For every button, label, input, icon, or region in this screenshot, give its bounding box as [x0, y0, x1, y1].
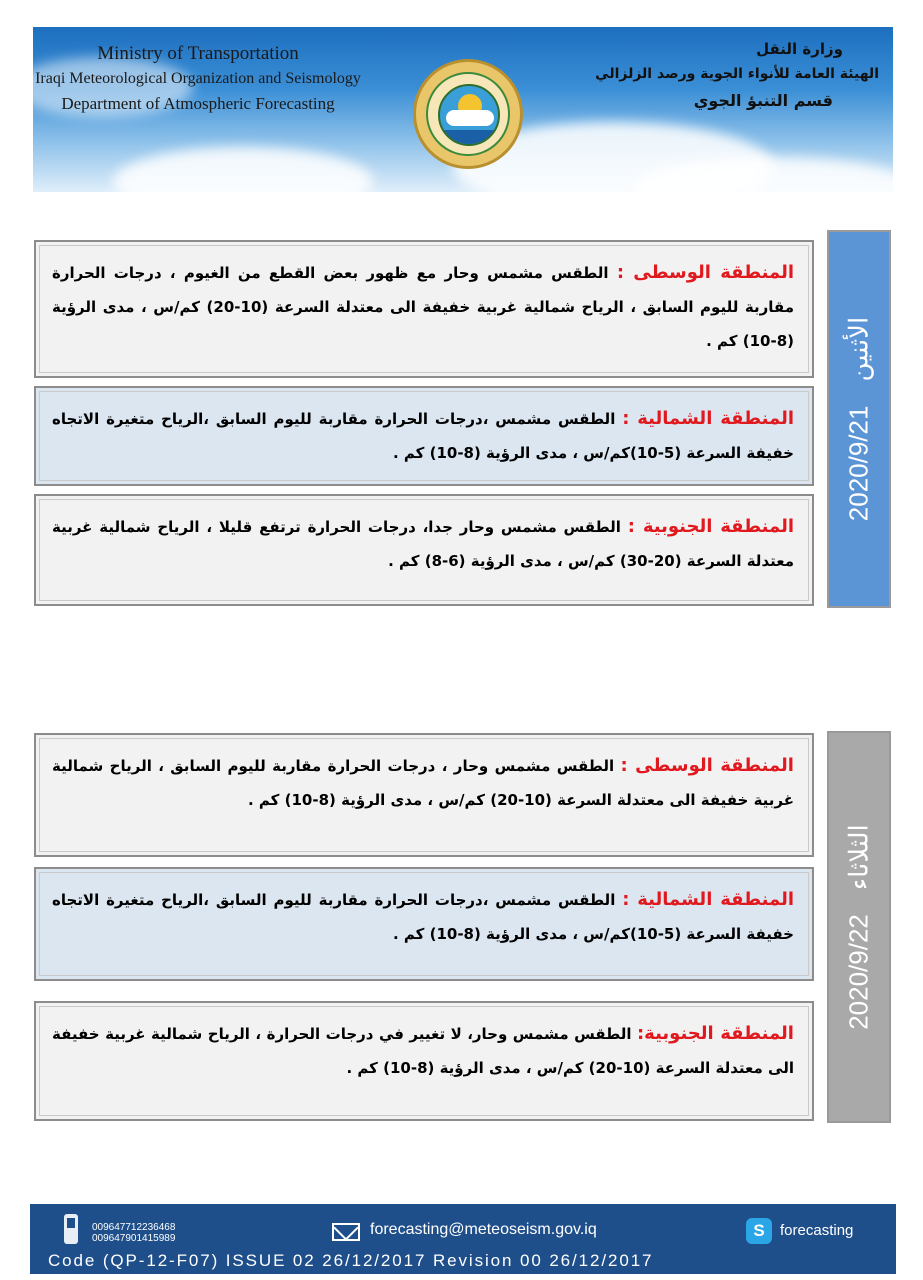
phone-icon: [64, 1214, 78, 1244]
region-title: المنطقة الوسطى :: [620, 755, 794, 776]
header-arabic: [519, 37, 879, 115]
day-tab-1: [827, 230, 891, 608]
forecast-box-central-day1: [34, 240, 814, 378]
ministry-name-en: Ministry of Transportation: [97, 43, 299, 64]
day-label-2: [844, 824, 875, 1030]
ministry-name-ar: وزارة النقل: [756, 40, 843, 58]
forecast-text: الطقس مشمس وحار ، درجات الحرارة مقاربة لليوم السابق ، الرياح شمالية غربية خفيفة الى معتدلة السرعة (10-20) كم/س ، مدى الرؤية (8-10) كم .: [52, 757, 794, 809]
envelope-icon: [332, 1223, 360, 1241]
skype-handle[interactable]: forecasting: [780, 1222, 854, 1239]
organization-logo: [413, 59, 523, 169]
region-title: المنطقة الجنوبية :: [627, 516, 794, 537]
forecast-text: الطقس مشمس وحار، لا تغيير في درجات الحرارة ، الرياح شمالية غربية خفيفة الى معتدلة السرعة (10-20) كم/س ، مدى الرؤية (8-10) كم .: [52, 1025, 794, 1077]
phone-number-1: 009647712236468: [92, 1222, 176, 1233]
day-date: 2020/9/22: [843, 914, 874, 1030]
forecast-box-north-day2: [34, 867, 814, 981]
forecast-box-north-day1: [34, 386, 814, 486]
phone-number-2: 009647901415989: [92, 1233, 176, 1244]
organization-name-ar: الهيئة العامة للأنواء الجوية ورصد الزلزالي: [595, 66, 879, 82]
forecast-box-south-day2: [34, 1001, 814, 1121]
forecast-text: الطقس مشمس ،درجات الحرارة مقاربة لليوم السابق ،الرياح متغيرة الاتجاه خفيفة السرعة (5-10)كم/س ، مدى الرؤية (8-10) كم .: [52, 410, 794, 462]
skype-icon: S: [746, 1218, 772, 1244]
organization-name-en: Iraqi Meteorological Organization and Seismology: [35, 70, 361, 87]
region-title: المنطقة الجنوبية:: [636, 1023, 794, 1044]
forecast-box-south-day1: [34, 494, 814, 606]
water-icon: [440, 130, 500, 146]
department-name-ar: قسم التنبؤ الجوي: [693, 91, 833, 110]
forecast-text: الطقس مشمس ،درجات الحرارة مقاربة لليوم السابق ،الرياح متغيرة الاتجاه خفيفة السرعة (5-10)كم/س ، مدى الرؤية (8-10) كم .: [52, 891, 794, 943]
day-name: الأثنين: [843, 316, 874, 382]
phone-numbers: [92, 1222, 175, 1244]
forecast-text: الطقس مشمس وحار جدا، درجات الحرارة ترتفع قليلا ، الرياح شمالية غربية معتدلة السرعة (20-30) كم/س ، مدى الرؤية (6-8) كم .: [52, 518, 794, 570]
document-code: Code (QP-12-F07) ISSUE 02 26/12/2017 Revision 00 26/12/2017: [48, 1251, 654, 1270]
footer-bar: [30, 1204, 896, 1274]
region-title: المنطقة الشمالية :: [622, 408, 794, 429]
day-label-1: [844, 317, 875, 521]
contact-email[interactable]: forecasting@meteoseism.gov.iq: [370, 1221, 597, 1238]
forecast-box-central-day2: [34, 733, 814, 857]
day-name: الثلاثاء: [843, 824, 874, 891]
department-name-en: Department of Atmospheric Forecasting: [61, 94, 335, 113]
cloud-shape: [113, 147, 373, 192]
logo-emblem-icon: [438, 84, 500, 146]
region-title: المنطقة الوسطى :: [616, 262, 795, 283]
header-english: [33, 41, 363, 117]
day-date: 2020/9/21: [843, 405, 874, 522]
region-title: المنطقة الشمالية :: [622, 889, 794, 910]
cloud-icon: [446, 110, 494, 126]
day-tab-2: [827, 731, 891, 1123]
forecast-text: الطقس مشمس وحار مع ظهور بعض القطع من الغيوم ، درجات الحرارة مقاربة لليوم السابق ، الرياح شمالية غربية خفيفة الى معتدلة السرعة (10-20) كم/س ، مدى الرؤية (8-10) كم .: [52, 264, 794, 350]
header-banner: [33, 27, 893, 192]
